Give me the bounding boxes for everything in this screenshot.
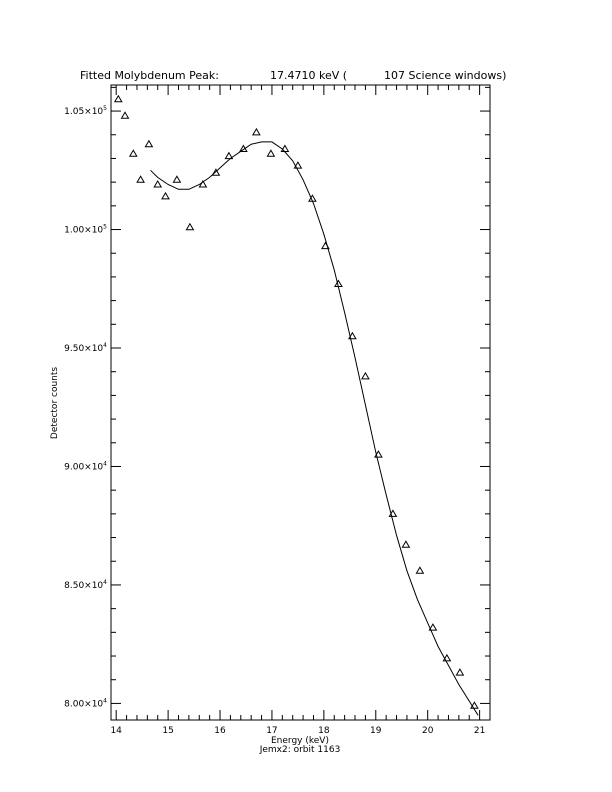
data-point [267,150,274,156]
y-tick-label: $1.05\times 10^5$ [64,105,107,118]
data-point [416,567,423,573]
y-axis-ticks [111,87,490,703]
y-tick-label: $9.50\times 10^4$ [64,342,107,355]
data-point [162,193,169,199]
y-axis-tick-labels [64,105,107,709]
data-point [429,624,436,630]
data-point [145,141,152,147]
y-tick-label: $9.00\times 10^4$ [64,460,107,473]
data-point [322,243,329,249]
data-point [240,146,247,152]
data-point [173,176,180,182]
x-tick-label: 14 [110,726,122,736]
x-tick-label: 18 [318,726,330,736]
y-tick-label: $8.00\times 10^4$ [64,697,107,710]
x-tick-label: 16 [214,726,226,736]
data-point [154,181,161,187]
data-point [186,224,193,230]
footer-label: Jemx2: orbit 1163 [259,745,341,755]
x-tick-label: 21 [473,726,486,736]
data-points [115,96,478,709]
y-tick-label: $8.50\times 10^4$ [64,578,107,591]
data-point [137,176,144,182]
chart-title-left: Fitted Molybdenum Peak: [80,69,219,82]
x-axis-tick-labels [110,726,485,736]
x-tick-label: 19 [370,726,382,736]
fit-curve-line [151,142,479,715]
data-point [456,669,463,675]
data-point [122,112,129,118]
x-tick-label: 15 [162,726,174,736]
y-tick-label: $1.00\times 10^5$ [64,223,107,236]
data-point [130,150,137,156]
data-point [402,541,409,547]
data-point [253,129,260,135]
y-axis-label: Detector counts [50,366,60,440]
x-axis-label: Energy (keV) [271,736,329,746]
x-axis-ticks [116,85,479,720]
x-tick-label: 20 [421,726,434,736]
chart-title-windows: 107 Science windows) [384,69,507,82]
data-point [115,96,122,102]
data-point [362,373,369,379]
x-tick-label: 17 [266,726,278,736]
chart-title-energy: 17.4710 keV ( [270,69,348,82]
data-point [225,153,232,159]
